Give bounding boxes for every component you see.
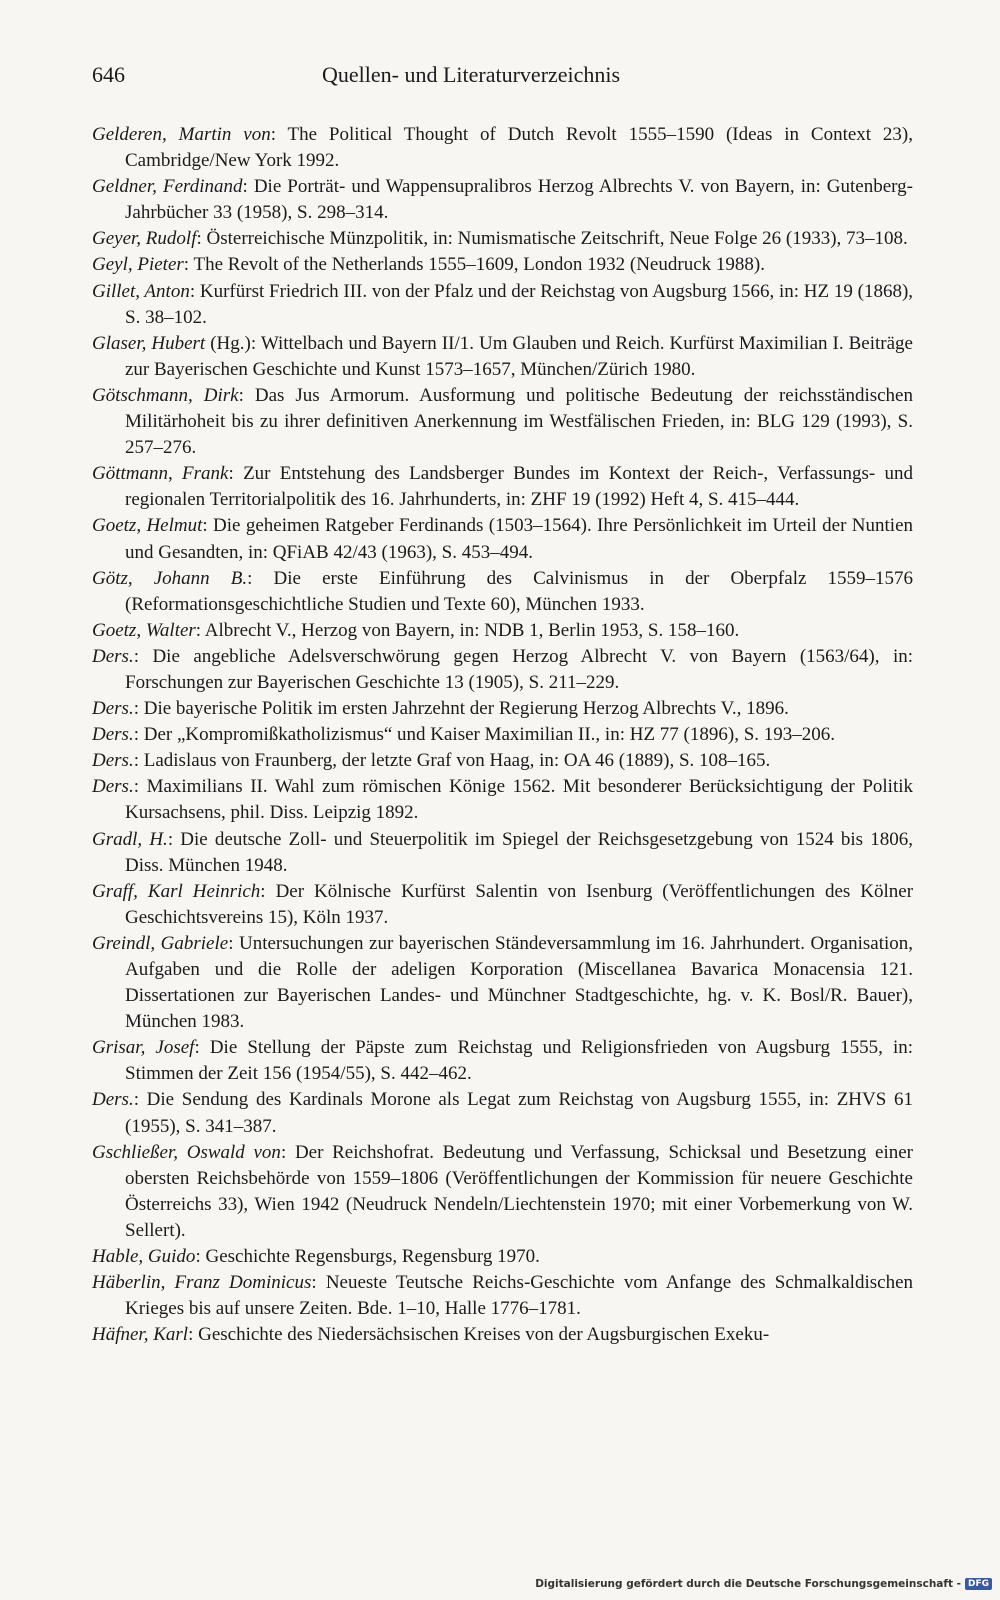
entry-text: Die Porträt- und Wappensupralibros Herzog Albrechts V. von Bayern, in: Gutenberg-Jahrbücher 33 (1958), S. 298–314. xyxy=(125,176,913,224)
entry-text: Die deutsche Zoll- und Steuerpolitik im Spiegel der Reichsgesetzgebung von 1524 bis 1806, Diss. München 1948. xyxy=(125,828,913,876)
entry-author: Gradl, H. xyxy=(92,828,168,850)
entry-separator: : xyxy=(133,1089,147,1111)
entry-author: Goetz, Helmut xyxy=(92,515,203,537)
bibliography-entry xyxy=(92,252,913,278)
entry-text: Geschichte des Niedersächsischen Kreises von der Augsburgischen Exeku- xyxy=(198,1324,770,1346)
bibliography-entry xyxy=(92,774,913,826)
entry-separator: : xyxy=(188,1324,199,1346)
entry-author: Geyl, Pieter xyxy=(92,254,184,276)
bibliography-entry xyxy=(92,644,913,696)
page-number: 646 xyxy=(92,62,125,87)
entry-text: Österreichische Münzpolitik, in: Numismatische Zeitschrift, Neue Folge 26 (1933), 73–108. xyxy=(206,228,908,250)
entry-text: Die Sendung des Kardinals Morone als Legat zum Reichstag von Augsburg 1555, in: ZHVS 61 (1955), S. 341–387. xyxy=(125,1089,914,1137)
entry-separator: : xyxy=(228,932,239,954)
entry-text: Die angebliche Adelsverschwörung gegen Herzog Albrecht V. von Bayern (1563/64), in: Forschungen zur Bayerischen Geschichte 13 (1905), S. 211–229. xyxy=(125,645,913,693)
entry-author: Hable, Guido xyxy=(92,1246,196,1268)
dfg-logo: DFG xyxy=(965,1578,992,1590)
entry-author: Geldner, Ferdinand xyxy=(92,176,243,198)
entry-text: Neueste Teutsche Reichs-Geschichte vom Anfange des Schmalkaldischen Krieges bis auf unsere Zeiten. Bde. 1–10, Halle 1776–1781. xyxy=(125,1272,914,1320)
entry-text: Die erste Einführung des Calvinismus in der Oberpfalz 1559–1576 (Reformationsgeschichtliche Studien und Texte 60), München 1933. xyxy=(125,567,914,615)
bibliography-entry xyxy=(92,461,913,513)
entry-separator: (Hg.): xyxy=(205,332,261,354)
entry-text: Albrecht V., Herzog von Bayern, in: NDB 1, Berlin 1953, S. 158–160. xyxy=(204,619,740,641)
entry-separator: : xyxy=(194,1037,210,1059)
entry-text: Die Stellung der Päpste zum Reichstag und Religionsfrieden von Augsburg 1555, in: Stimmen der Zeit 156 (1954/55), S. 442–462. xyxy=(125,1037,914,1085)
entry-separator: : xyxy=(183,254,194,276)
entry-separator: : xyxy=(133,724,144,746)
entry-text: Der Reichshofrat. Bedeutung und Verfassung, Schicksal und Besetzung einer obersten Reichsbehörde von 1559–1806 (Veröffentlichungen der Kommission für neuere Geschichte Österreichs 33), Wien 1942 (Neudruck Nendeln/Liechtenstein 1970; mit einer Vorbemerkung von W. Sellert). xyxy=(125,1141,914,1241)
bibliography-entry xyxy=(92,1270,913,1322)
bibliography-entry xyxy=(92,696,913,722)
entry-text: Zur Entstehung des Landsberger Bundes im Kontext der Reich-, Verfassungs- und regionalen Territorialpolitik des 16. Jahrhunderts, in: ZHF 19 (1992) Heft 4, S. 415–444. xyxy=(125,463,914,511)
entry-author: Götschmann, Dirk xyxy=(92,384,239,406)
entry-text: Die bayerische Politik im ersten Jahrzehnt der Regierung Herzog Albrechts V., 1896. xyxy=(143,698,789,720)
bibliography-entry xyxy=(92,513,913,565)
bibliography-entry xyxy=(92,1035,913,1087)
entry-separator: : xyxy=(260,880,276,902)
running-head: Quellen- und Literaturverzeichnis xyxy=(322,62,621,87)
entry-author: Glaser, Hubert xyxy=(92,332,206,354)
entry-author: Geyer, Rudolf xyxy=(92,228,197,250)
bibliography-entry xyxy=(92,279,913,331)
bibliography-entry xyxy=(92,383,913,461)
entry-separator: : xyxy=(311,1272,326,1294)
bibliography-list xyxy=(92,122,913,1348)
entry-separator: : xyxy=(189,280,200,302)
entry-author: Goetz, Walter xyxy=(92,619,196,641)
bibliography-entry xyxy=(92,748,913,774)
bibliography-entry xyxy=(92,618,913,644)
entry-separator: : xyxy=(195,619,205,641)
page-header xyxy=(92,62,912,94)
entry-separator: : xyxy=(133,750,144,772)
entry-text: Geschichte Regensburgs, Regensburg 1970. xyxy=(205,1246,540,1268)
entry-separator: : xyxy=(202,515,214,537)
entry-separator: : xyxy=(228,463,244,485)
entry-author: Gschließer, Oswald von xyxy=(92,1141,281,1163)
entry-separator: : xyxy=(238,384,255,406)
entry-author: Häberlin, Franz Dominicus xyxy=(92,1272,312,1294)
bibliography-entry xyxy=(92,1244,913,1270)
entry-text: Das Jus Armorum. Ausformung und politische Bedeutung der reichsständischen Militärhoheit bis zu ihrer definitiven Anerkennung im Westfälischen Frieden, in: BLG 129 (1993), S. 257–276. xyxy=(125,384,913,459)
bibliography-entry xyxy=(92,1087,913,1139)
entry-separator: : xyxy=(242,176,254,198)
entry-author: Greindl, Gabriele xyxy=(92,932,229,954)
entry-text: Maximilians II. Wahl zum römischen Könige 1562. Mit besonderer Berücksichtigung der Politik Kursachsens, phil. Diss. Leipzig 1892. xyxy=(125,776,914,824)
entry-author: Ders. xyxy=(92,1089,134,1111)
bibliography-entry xyxy=(92,931,913,1035)
entry-text: Der Kölnische Kurfürst Salentin von Isenburg (Veröffentlichungen des Kölner Geschichtsvereins 15), Köln 1937. xyxy=(125,880,914,928)
bibliography-entry xyxy=(92,827,913,879)
digitization-credit xyxy=(535,1578,992,1590)
entry-author: Grisar, Josef xyxy=(92,1037,195,1059)
entry-separator: : xyxy=(195,1246,206,1268)
bibliography-entry xyxy=(92,566,913,618)
entry-text: Die geheimen Ratgeber Ferdinands (1503–1564). Ihre Persönlichkeit im Urteil der Nuntien und Gesandten, in: QFiAB 42/43 (1963), S. 453–494. xyxy=(125,515,914,563)
bibliography-entry xyxy=(92,1322,913,1348)
bibliography-entry xyxy=(92,879,913,931)
entry-author: Ders. xyxy=(92,776,134,798)
entry-text: Untersuchungen zur bayerischen Ständeversammlung im 16. Jahrhundert. Organisation, Aufgaben und die Rolle der adeligen Korporation (Miscellanea Bavarica Monacensia 121. Dissertationen zur Bayerischen Landes- und Münchner Stadtgeschichte, hg. v. K. Bosl/R. Bauer), München 1983. xyxy=(125,932,914,1033)
entry-text: The Political Thought of Dutch Revolt 1555–1590 (Ideas in Context 23), Cambridge/New York 1992. xyxy=(125,124,914,172)
bibliography-entry xyxy=(92,122,913,174)
bibliography-entry xyxy=(92,174,913,226)
entry-separator: : xyxy=(167,828,181,850)
bibliography-entry xyxy=(92,226,913,252)
entry-author: Gillet, Anton xyxy=(92,280,190,302)
entry-separator: : xyxy=(133,776,147,798)
entry-author: Götz, Johann B. xyxy=(92,567,248,589)
bibliography-entry xyxy=(92,722,913,748)
bibliography-entry xyxy=(92,1140,913,1244)
entry-author: Gelderen, Martin von xyxy=(92,124,271,145)
entry-text: Kurfürst Friedrich III. von der Pfalz und der Reichstag von Augsburg 1566, in: HZ 19 (1868), S. 38–102. xyxy=(125,280,914,328)
entry-text: Wittelbach und Bayern II/1. Um Glauben und Reich. Kurfürst Maximilian I. Beiträge zur Bayerischen Geschichte und Kunst 1573–1657, München/Zürich 1980. xyxy=(125,332,913,380)
entry-text: The Revolt of the Netherlands 1555–1609, London 1932 (Neudruck 1988). xyxy=(193,254,765,276)
entry-author: Häfner, Karl xyxy=(92,1324,189,1346)
entry-author: Ders. xyxy=(92,724,134,746)
entry-text: Der „Kompromißkatholizismus“ und Kaiser Maximilian II., in: HZ 77 (1896), S. 193–206. xyxy=(143,724,836,746)
entry-text: Ladislaus von Fraunberg, der letzte Graf von Haag, in: OA 46 (1889), S. 108–165. xyxy=(143,750,771,772)
credit-text: Digitalisierung gefördert durch die Deutsche Forschungsgemeinschaft - xyxy=(535,1578,961,1590)
entry-separator: : xyxy=(247,567,274,589)
entry-author: Göttmann, Frank xyxy=(92,463,229,485)
entry-author: Graff, Karl Heinrich xyxy=(92,880,261,902)
entry-author: Ders. xyxy=(92,750,134,772)
entry-author: Ders. xyxy=(92,645,134,667)
entry-separator: : xyxy=(280,1141,295,1163)
entry-separator: : xyxy=(270,124,288,145)
entry-separator: : xyxy=(196,228,207,250)
bibliography-entry xyxy=(92,331,913,383)
entry-separator: : xyxy=(133,645,153,667)
entry-author: Ders. xyxy=(92,698,134,720)
entry-separator: : xyxy=(133,698,144,720)
